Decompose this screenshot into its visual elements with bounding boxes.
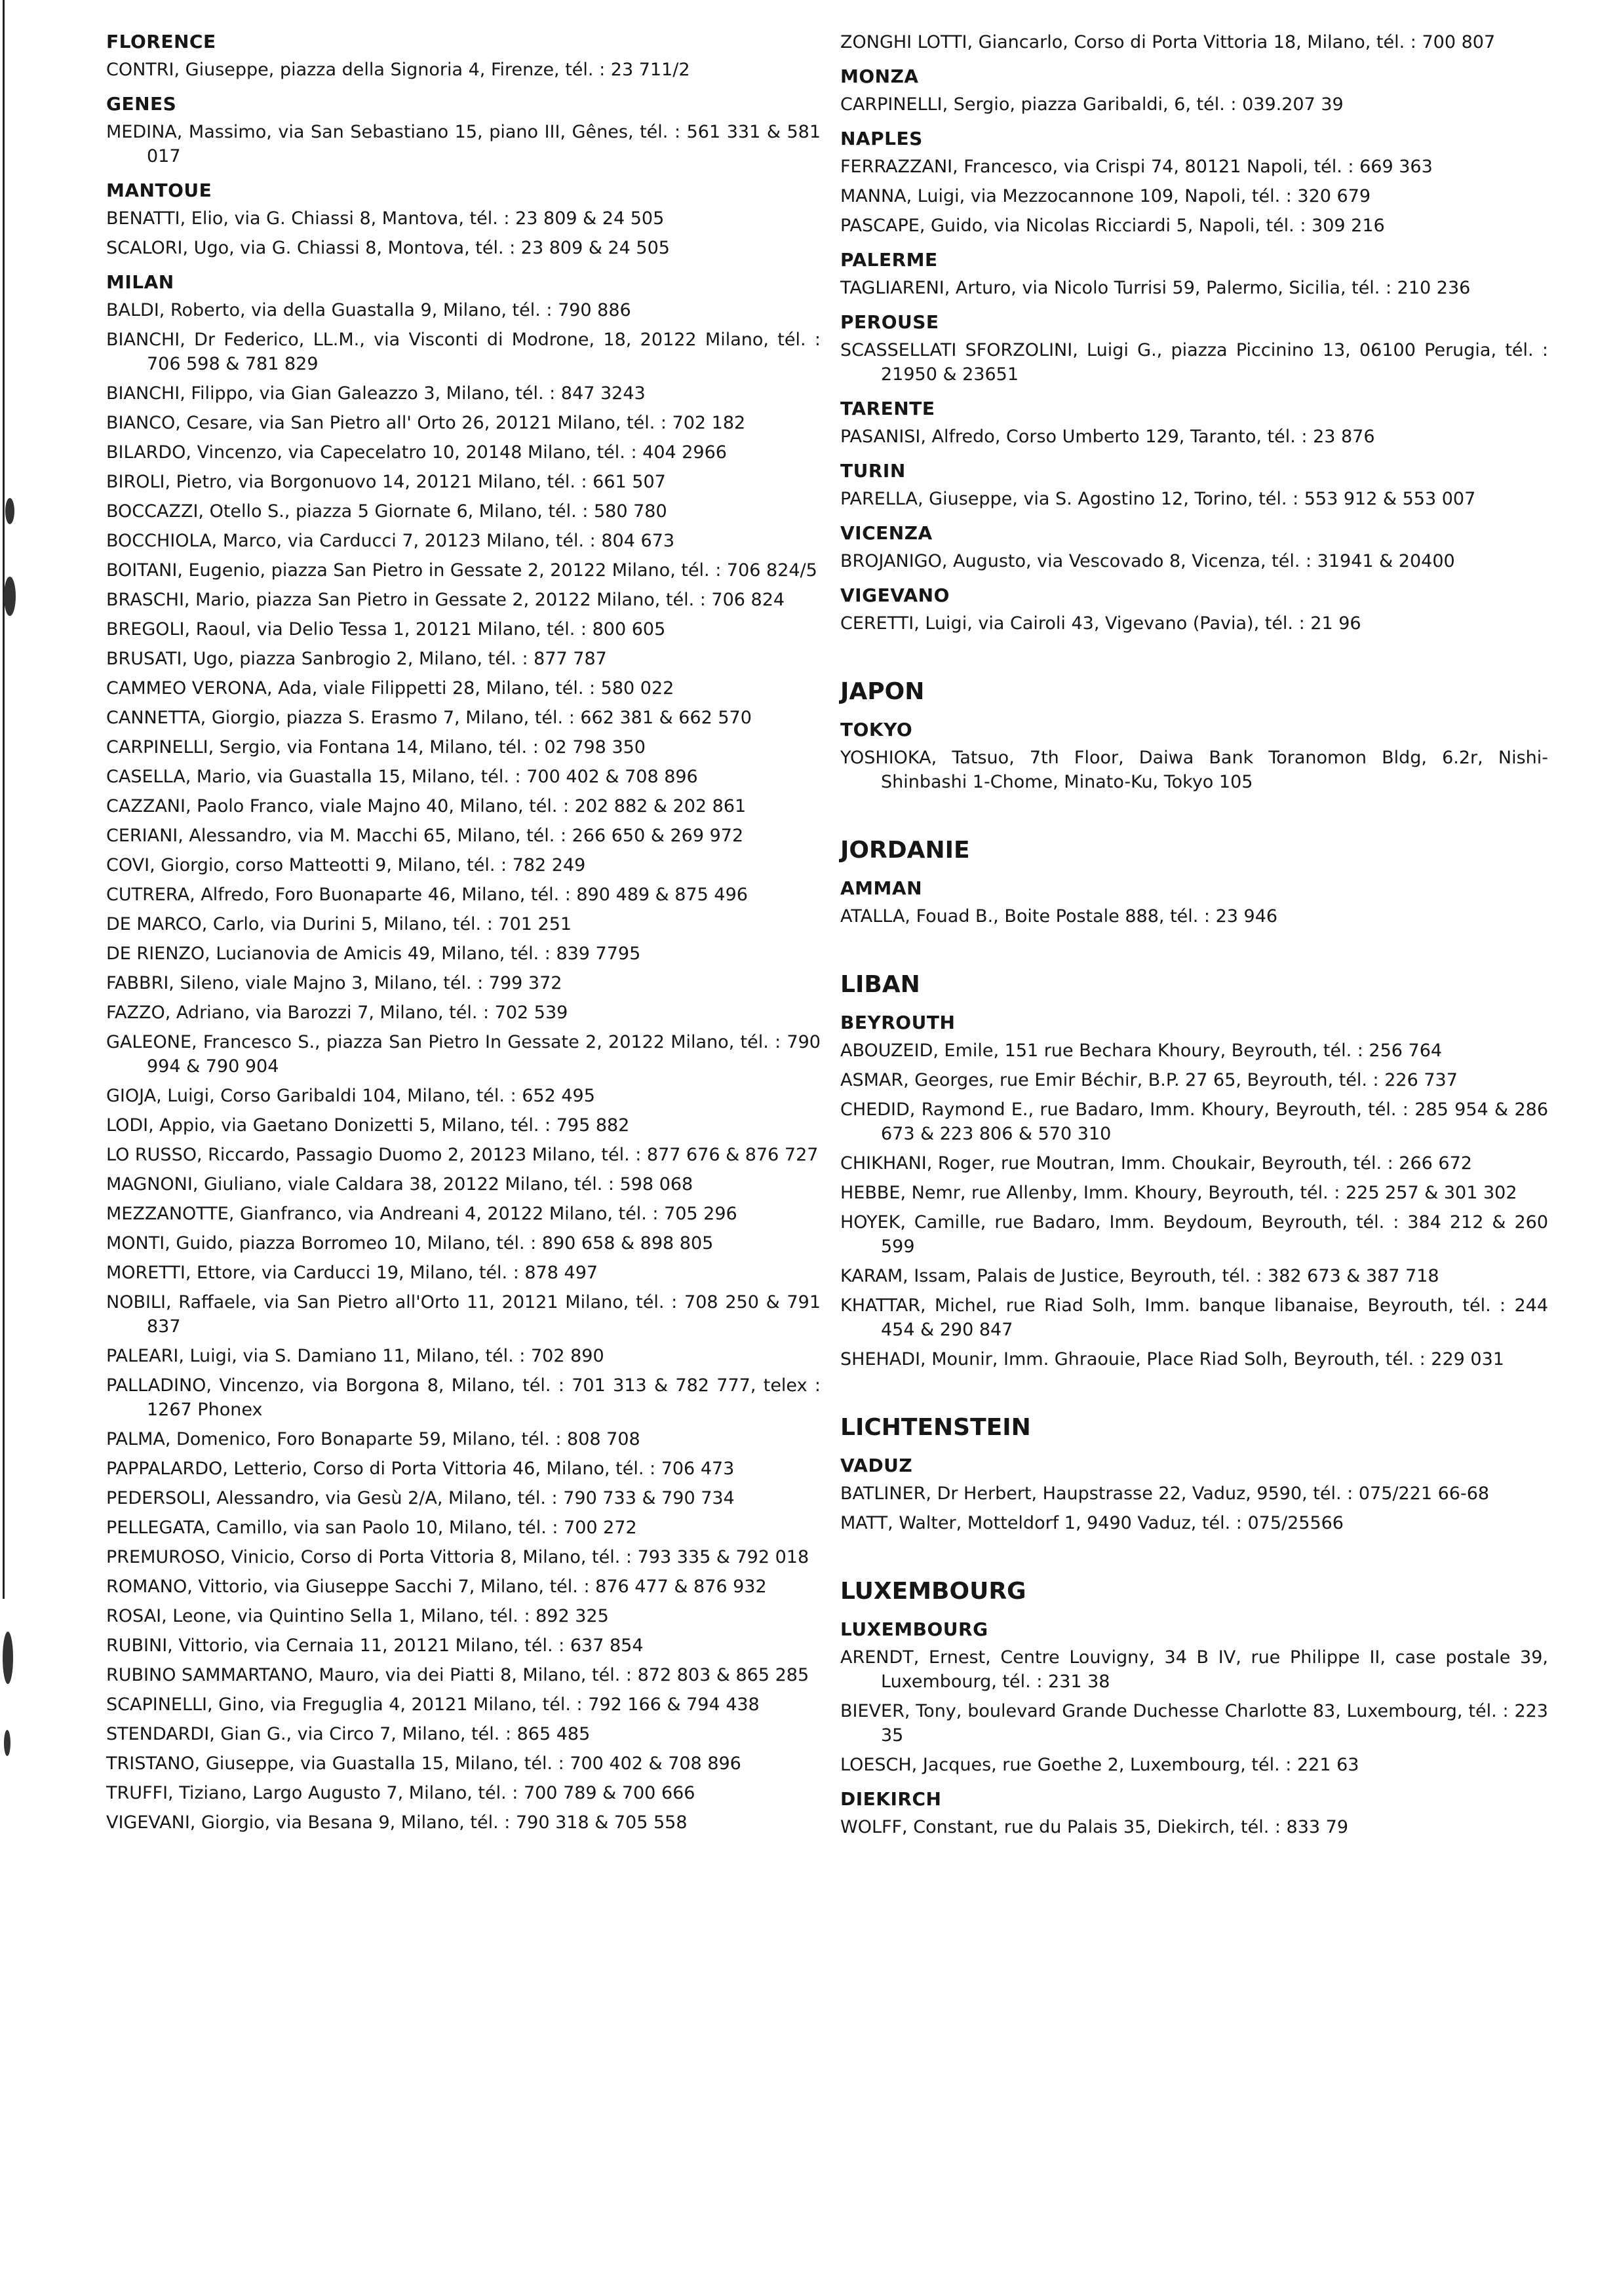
city-heading: DIEKIRCH bbox=[840, 1788, 942, 1810]
directory-entry: ROSAI, Leone, via Quintino Sella 1, Milano, tél. : 892 325 bbox=[106, 1606, 609, 1626]
city-heading: BEYROUTH bbox=[840, 1012, 956, 1033]
city-heading: MILAN bbox=[106, 271, 174, 293]
directory-entry: CHEDID, Raymond E., rue Badaro, Imm. Khoury, Beyrouth, tél. : 285 954 & 286 673 & 223 806 & 570 310 bbox=[840, 1100, 1548, 1144]
directory-entry: MONTI, Guido, piazza Borromeo 10, Milano, tél. : 890 658 & 898 805 bbox=[106, 1233, 714, 1253]
directory-entry: PALEARI, Luigi, via S. Damiano 11, Milano, tél. : 702 890 bbox=[106, 1346, 604, 1366]
directory-entry: PARELLA, Giuseppe, via S. Agostino 12, Torino, tél. : 553 912 & 553 007 bbox=[840, 489, 1476, 509]
directory-entry: FABBRI, Sileno, viale Majno 3, Milano, tél. : 799 372 bbox=[106, 973, 562, 993]
directory-entry: CAMMEO VERONA, Ada, viale Filippetti 28, Milano, tél. : 580 022 bbox=[106, 678, 674, 698]
directory-entry: CAZZANI, Paolo Franco, viale Majno 40, Milano, tél. : 202 882 & 202 861 bbox=[106, 796, 747, 816]
directory-entry: CARPINELLI, Sergio, piazza Garibaldi, 6, tél. : 039.207 39 bbox=[840, 94, 1344, 115]
city-heading: VICENZA bbox=[840, 522, 933, 544]
directory-entry: LODI, Appio, via Gaetano Donizetti 5, Milano, tél. : 795 882 bbox=[106, 1115, 630, 1136]
directory-entry: GIOJA, Luigi, Corso Garibaldi 104, Milano, tél. : 652 495 bbox=[106, 1086, 595, 1106]
directory-entry: NOBILI, Raffaele, via San Pietro all'Orto 11, 20121 Milano, tél. : 708 250 & 791 837 bbox=[106, 1292, 821, 1337]
directory-entry: BILARDO, Vincenzo, via Capecelatro 10, 20148 Milano, tél. : 404 2966 bbox=[106, 442, 727, 463]
directory-entry: CHIKHANI, Roger, rue Moutran, Imm. Choukair, Beyrouth, tél. : 266 672 bbox=[840, 1153, 1472, 1174]
directory-entry: ATALLA, Fouad B., Boite Postale 888, tél. : 23 946 bbox=[840, 906, 1278, 927]
directory-entry: BOCCAZZI, Otello S., piazza 5 Giornate 6, Milano, tél. : 580 780 bbox=[106, 501, 667, 522]
directory-entry: BALDI, Roberto, via della Guastalla 9, Milano, tél. : 790 886 bbox=[106, 300, 631, 320]
city-heading: NAPLES bbox=[840, 128, 923, 149]
scan-speck bbox=[5, 498, 14, 524]
right-column bbox=[840, 30, 1548, 1845]
directory-entry: TAGLIARENI, Arturo, via Nicolo Turrisi 59, Palermo, Sicilia, tél. : 210 236 bbox=[840, 278, 1471, 298]
directory-entry: BOITANI, Eugenio, piazza San Pietro in Gessate 2, 20122 Milano, tél. : 706 824/5 bbox=[106, 560, 817, 581]
directory-entry: RUBINI, Vittorio, via Cernaia 11, 20121 Milano, tél. : 637 854 bbox=[106, 1636, 644, 1656]
directory-entry: ASMAR, Georges, rue Emir Béchir, B.P. 27 65, Beyrouth, tél. : 226 737 bbox=[840, 1070, 1458, 1090]
country-heading: LICHTENSTEIN bbox=[840, 1414, 1031, 1441]
city-heading: GENES bbox=[106, 93, 177, 115]
directory-entry: PREMUROSO, Vinicio, Corso di Porta Vittoria 8, Milano, tél. : 793 335 & 792 018 bbox=[106, 1547, 809, 1567]
city-heading: TURIN bbox=[840, 460, 906, 482]
directory-entry: BENATTI, Elio, via G. Chiassi 8, Mantova, tél. : 23 809 & 24 505 bbox=[106, 208, 665, 229]
directory-entry: DE RIENZO, Lucianovia de Amicis 49, Milano, tél. : 839 7795 bbox=[106, 944, 641, 964]
directory-entry: FAZZO, Adriano, via Barozzi 7, Milano, tél. : 702 539 bbox=[106, 1003, 568, 1023]
directory-entry: COVI, Giorgio, corso Matteotti 9, Milano, tél. : 782 249 bbox=[106, 855, 586, 875]
scan-speck bbox=[3, 1632, 13, 1684]
city-heading: TARENTE bbox=[840, 398, 935, 419]
directory-entry: PALMA, Domenico, Foro Bonaparte 59, Milano, tél. : 808 708 bbox=[106, 1429, 640, 1449]
country-heading: JAPON bbox=[840, 678, 925, 705]
left-column bbox=[106, 29, 821, 1840]
directory-entry: STENDARDI, Gian G., via Circo 7, Milano, tél. : 865 485 bbox=[106, 1724, 591, 1744]
directory-entry: MORETTI, Ettore, via Carducci 19, Milano, tél. : 878 497 bbox=[106, 1263, 598, 1283]
directory-entry: ARENDT, Ernest, Centre Louvigny, 34 B IV, rue Philippe II, case postale 39, Luxembourg, tél. : 231 38 bbox=[840, 1647, 1548, 1692]
directory-entry: PASANISI, Alfredo, Corso Umberto 129, Taranto, tél. : 23 876 bbox=[840, 427, 1375, 447]
directory-entry: BROJANIGO, Augusto, via Vescovado 8, Vicenza, tél. : 31941 & 20400 bbox=[840, 551, 1455, 571]
city-heading: LUXEMBOURG bbox=[840, 1618, 988, 1640]
directory-entry: BATLINER, Dr Herbert, Haupstrasse 22, Vaduz, 9590, tél. : 075/221 66-68 bbox=[840, 1483, 1490, 1504]
directory-entry: MANNA, Luigi, via Mezzocannone 109, Napoli, tél. : 320 679 bbox=[840, 186, 1371, 206]
directory-entry: BOCCHIOLA, Marco, via Carducci 7, 20123 Milano, tél. : 804 673 bbox=[106, 531, 675, 551]
directory-entry: ZONGHI LOTTI, Giancarlo, Corso di Porta Vittoria 18, Milano, tél. : 700 807 bbox=[840, 32, 1496, 52]
directory-entry: HEBBE, Nemr, rue Allenby, Imm. Khoury, Beyrouth, tél. : 225 257 & 301 302 bbox=[840, 1183, 1517, 1203]
directory-entry: KARAM, Issam, Palais de Justice, Beyrouth, tél. : 382 673 & 387 718 bbox=[840, 1266, 1439, 1286]
directory-entry: TRUFFI, Tiziano, Largo Augusto 7, Milano, tél. : 700 789 & 700 666 bbox=[106, 1783, 695, 1803]
directory-entry: KHATTAR, Michel, rue Riad Solh, Imm. banque libanaise, Beyrouth, tél. : 244 454 & 290 847 bbox=[840, 1295, 1548, 1340]
directory-entry: BRASCHI, Mario, piazza San Pietro in Gessate 2, 20122 Milano, tél. : 706 824 bbox=[106, 590, 785, 610]
directory-entry: BIANCO, Cesare, via San Pietro all' Orto 26, 20121 Milano, tél. : 702 182 bbox=[106, 413, 746, 433]
country-heading: LIBAN bbox=[840, 971, 920, 998]
directory-entry: ROMANO, Vittorio, via Giuseppe Sacchi 7, Milano, tél. : 876 477 & 876 932 bbox=[106, 1577, 767, 1597]
directory-entry: CANNETTA, Giorgio, piazza S. Erasmo 7, Milano, tél. : 662 381 & 662 570 bbox=[106, 708, 752, 728]
directory-entry: CERETTI, Luigi, via Cairoli 43, Vigevano (Pavia), tél. : 21 96 bbox=[840, 613, 1361, 634]
directory-entry: BIROLI, Pietro, via Borgonuovo 14, 20121 Milano, tél. : 661 507 bbox=[106, 472, 666, 492]
directory-entry: MAGNONI, Giuliano, viale Caldara 38, 20122 Milano, tél. : 598 068 bbox=[106, 1174, 693, 1195]
directory-entry: FERRAZZANI, Francesco, via Crispi 74, 80121 Napoli, tél. : 669 363 bbox=[840, 157, 1433, 177]
directory-entry: PEDERSOLI, Alessandro, via Gesù 2/A, Milano, tél. : 790 733 & 790 734 bbox=[106, 1488, 735, 1508]
directory-entry: BIANCHI, Filippo, via Gian Galeazzo 3, Milano, tél. : 847 3243 bbox=[106, 383, 646, 404]
directory-entry: CERIANI, Alessandro, via M. Macchi 65, Milano, tél. : 266 650 & 269 972 bbox=[106, 826, 744, 846]
city-heading: MANTOUE bbox=[106, 180, 212, 201]
directory-entry: BIEVER, Tony, boulevard Grande Duchesse Charlotte 83, Luxembourg, tél. : 223 35 bbox=[840, 1701, 1548, 1746]
directory-entry: MATT, Walter, Motteldorf 1, 9490 Vaduz, tél. : 075/25566 bbox=[840, 1513, 1344, 1533]
directory-entry: BREGOLI, Raoul, via Delio Tessa 1, 20121 Milano, tél. : 800 605 bbox=[106, 619, 666, 640]
directory-entry: BRUSATI, Ugo, piazza Sanbrogio 2, Milano, tél. : 877 787 bbox=[106, 649, 607, 669]
directory-entry: CONTRI, Giuseppe, piazza della Signoria 4, Firenze, tél. : 23 711/2 bbox=[106, 60, 690, 80]
directory-entry: BIANCHI, Dr Federico, LL.M., via Visconti di Modrone, 18, 20122 Milano, tél. : 706 598 & 781 829 bbox=[106, 330, 821, 374]
directory-entry: RUBINO SAMMARTANO, Mauro, via dei Piatti 8, Milano, tél. : 872 803 & 865 285 bbox=[106, 1665, 809, 1685]
directory-entry: PALLADINO, Vincenzo, via Borgona 8, Milano, tél. : 701 313 & 782 777, telex : 1267 Phonex bbox=[106, 1375, 821, 1420]
city-heading: VIGEVANO bbox=[840, 584, 950, 606]
directory-entry: MEZZANOTTE, Gianfranco, via Andreani 4, 20122 Milano, tél. : 705 296 bbox=[106, 1204, 737, 1224]
directory-entry: PELLEGATA, Camillo, via san Paolo 10, Milano, tél. : 700 272 bbox=[106, 1518, 637, 1538]
directory-entry: SCAPINELLI, Gino, via Freguglia 4, 20121 Milano, tél. : 792 166 & 794 438 bbox=[106, 1694, 760, 1715]
directory-entry: GALEONE, Francesco S., piazza San Pietro In Gessate 2, 20122 Milano, tél. : 790 994 & 790 904 bbox=[106, 1032, 821, 1077]
directory-entry: LO RUSSO, Riccardo, Passagio Duomo 2, 20123 Milano, tél. : 877 676 & 876 727 bbox=[106, 1145, 819, 1165]
city-heading: VADUZ bbox=[840, 1455, 913, 1476]
directory-entry: CARPINELLI, Sergio, via Fontana 14, Milano, tél. : 02 798 350 bbox=[106, 737, 646, 757]
city-heading: PALERME bbox=[840, 249, 938, 271]
scan-speck bbox=[4, 1730, 10, 1756]
scan-edge-mark bbox=[3, 0, 5, 1599]
directory-entry: DE MARCO, Carlo, via Durini 5, Milano, tél. : 701 251 bbox=[106, 914, 572, 934]
directory-entry: TRISTANO, Giuseppe, via Guastalla 15, Milano, tél. : 700 402 & 708 896 bbox=[106, 1753, 741, 1774]
directory-entry: CUTRERA, Alfredo, Foro Buonaparte 46, Milano, tél. : 890 489 & 875 496 bbox=[106, 885, 748, 905]
directory-entry: SCALORI, Ugo, via G. Chiassi 8, Montova, tél. : 23 809 & 24 505 bbox=[106, 238, 670, 258]
country-heading: JORDANIE bbox=[840, 837, 970, 864]
directory-entry: PASCAPE, Guido, via Nicolas Ricciardi 5, Napoli, tél. : 309 216 bbox=[840, 216, 1385, 236]
directory-entry: WOLFF, Constant, rue du Palais 35, Diekirch, tél. : 833 79 bbox=[840, 1817, 1349, 1837]
scan-speck bbox=[4, 577, 16, 616]
directory-entry: ABOUZEID, Emile, 151 rue Bechara Khoury, Beyrouth, tél. : 256 764 bbox=[840, 1041, 1443, 1061]
directory-entry: SCASSELLATI SFORZOLINI, Luigi G., piazza Piccinino 13, 06100 Perugia, tél. : 21950 & 23651 bbox=[840, 340, 1548, 385]
city-heading: PEROUSE bbox=[840, 311, 939, 333]
directory-entry: CASELLA, Mario, via Guastalla 15, Milano, tél. : 700 402 & 708 896 bbox=[106, 767, 698, 787]
directory-entry: LOESCH, Jacques, rue Goethe 2, Luxembourg, tél. : 221 63 bbox=[840, 1755, 1359, 1775]
directory-entry: YOSHIOKA, Tatsuo, 7th Floor, Daiwa Bank Toranomon Bldg, 6.2r, Nishi-Shinbashi 1-Chome, Minato-Ku, Tokyo 105 bbox=[840, 748, 1548, 792]
directory-entry: HOYEK, Camille, rue Badaro, Imm. Beydoum, Beyrouth, tél. : 384 212 & 260 599 bbox=[840, 1212, 1548, 1257]
directory-entry: MEDINA, Massimo, via San Sebastiano 15, piano III, Gênes, tél. : 561 331 & 581 017 bbox=[106, 122, 821, 166]
city-heading: FLORENCE bbox=[106, 31, 216, 52]
city-heading: AMMAN bbox=[840, 877, 922, 899]
city-heading: TOKYO bbox=[840, 719, 913, 740]
country-heading: LUXEMBOURG bbox=[840, 1578, 1026, 1605]
directory-entry: VIGEVANI, Giorgio, via Besana 9, Milano, tél. : 790 318 & 705 558 bbox=[106, 1812, 688, 1833]
directory-entry: SHEHADI, Mounir, Imm. Ghraouie, Place Riad Solh, Beyrouth, tél. : 229 031 bbox=[840, 1349, 1504, 1369]
directory-entry: PAPPALARDO, Letterio, Corso di Porta Vittoria 46, Milano, tél. : 706 473 bbox=[106, 1459, 735, 1479]
city-heading: MONZA bbox=[840, 66, 919, 87]
